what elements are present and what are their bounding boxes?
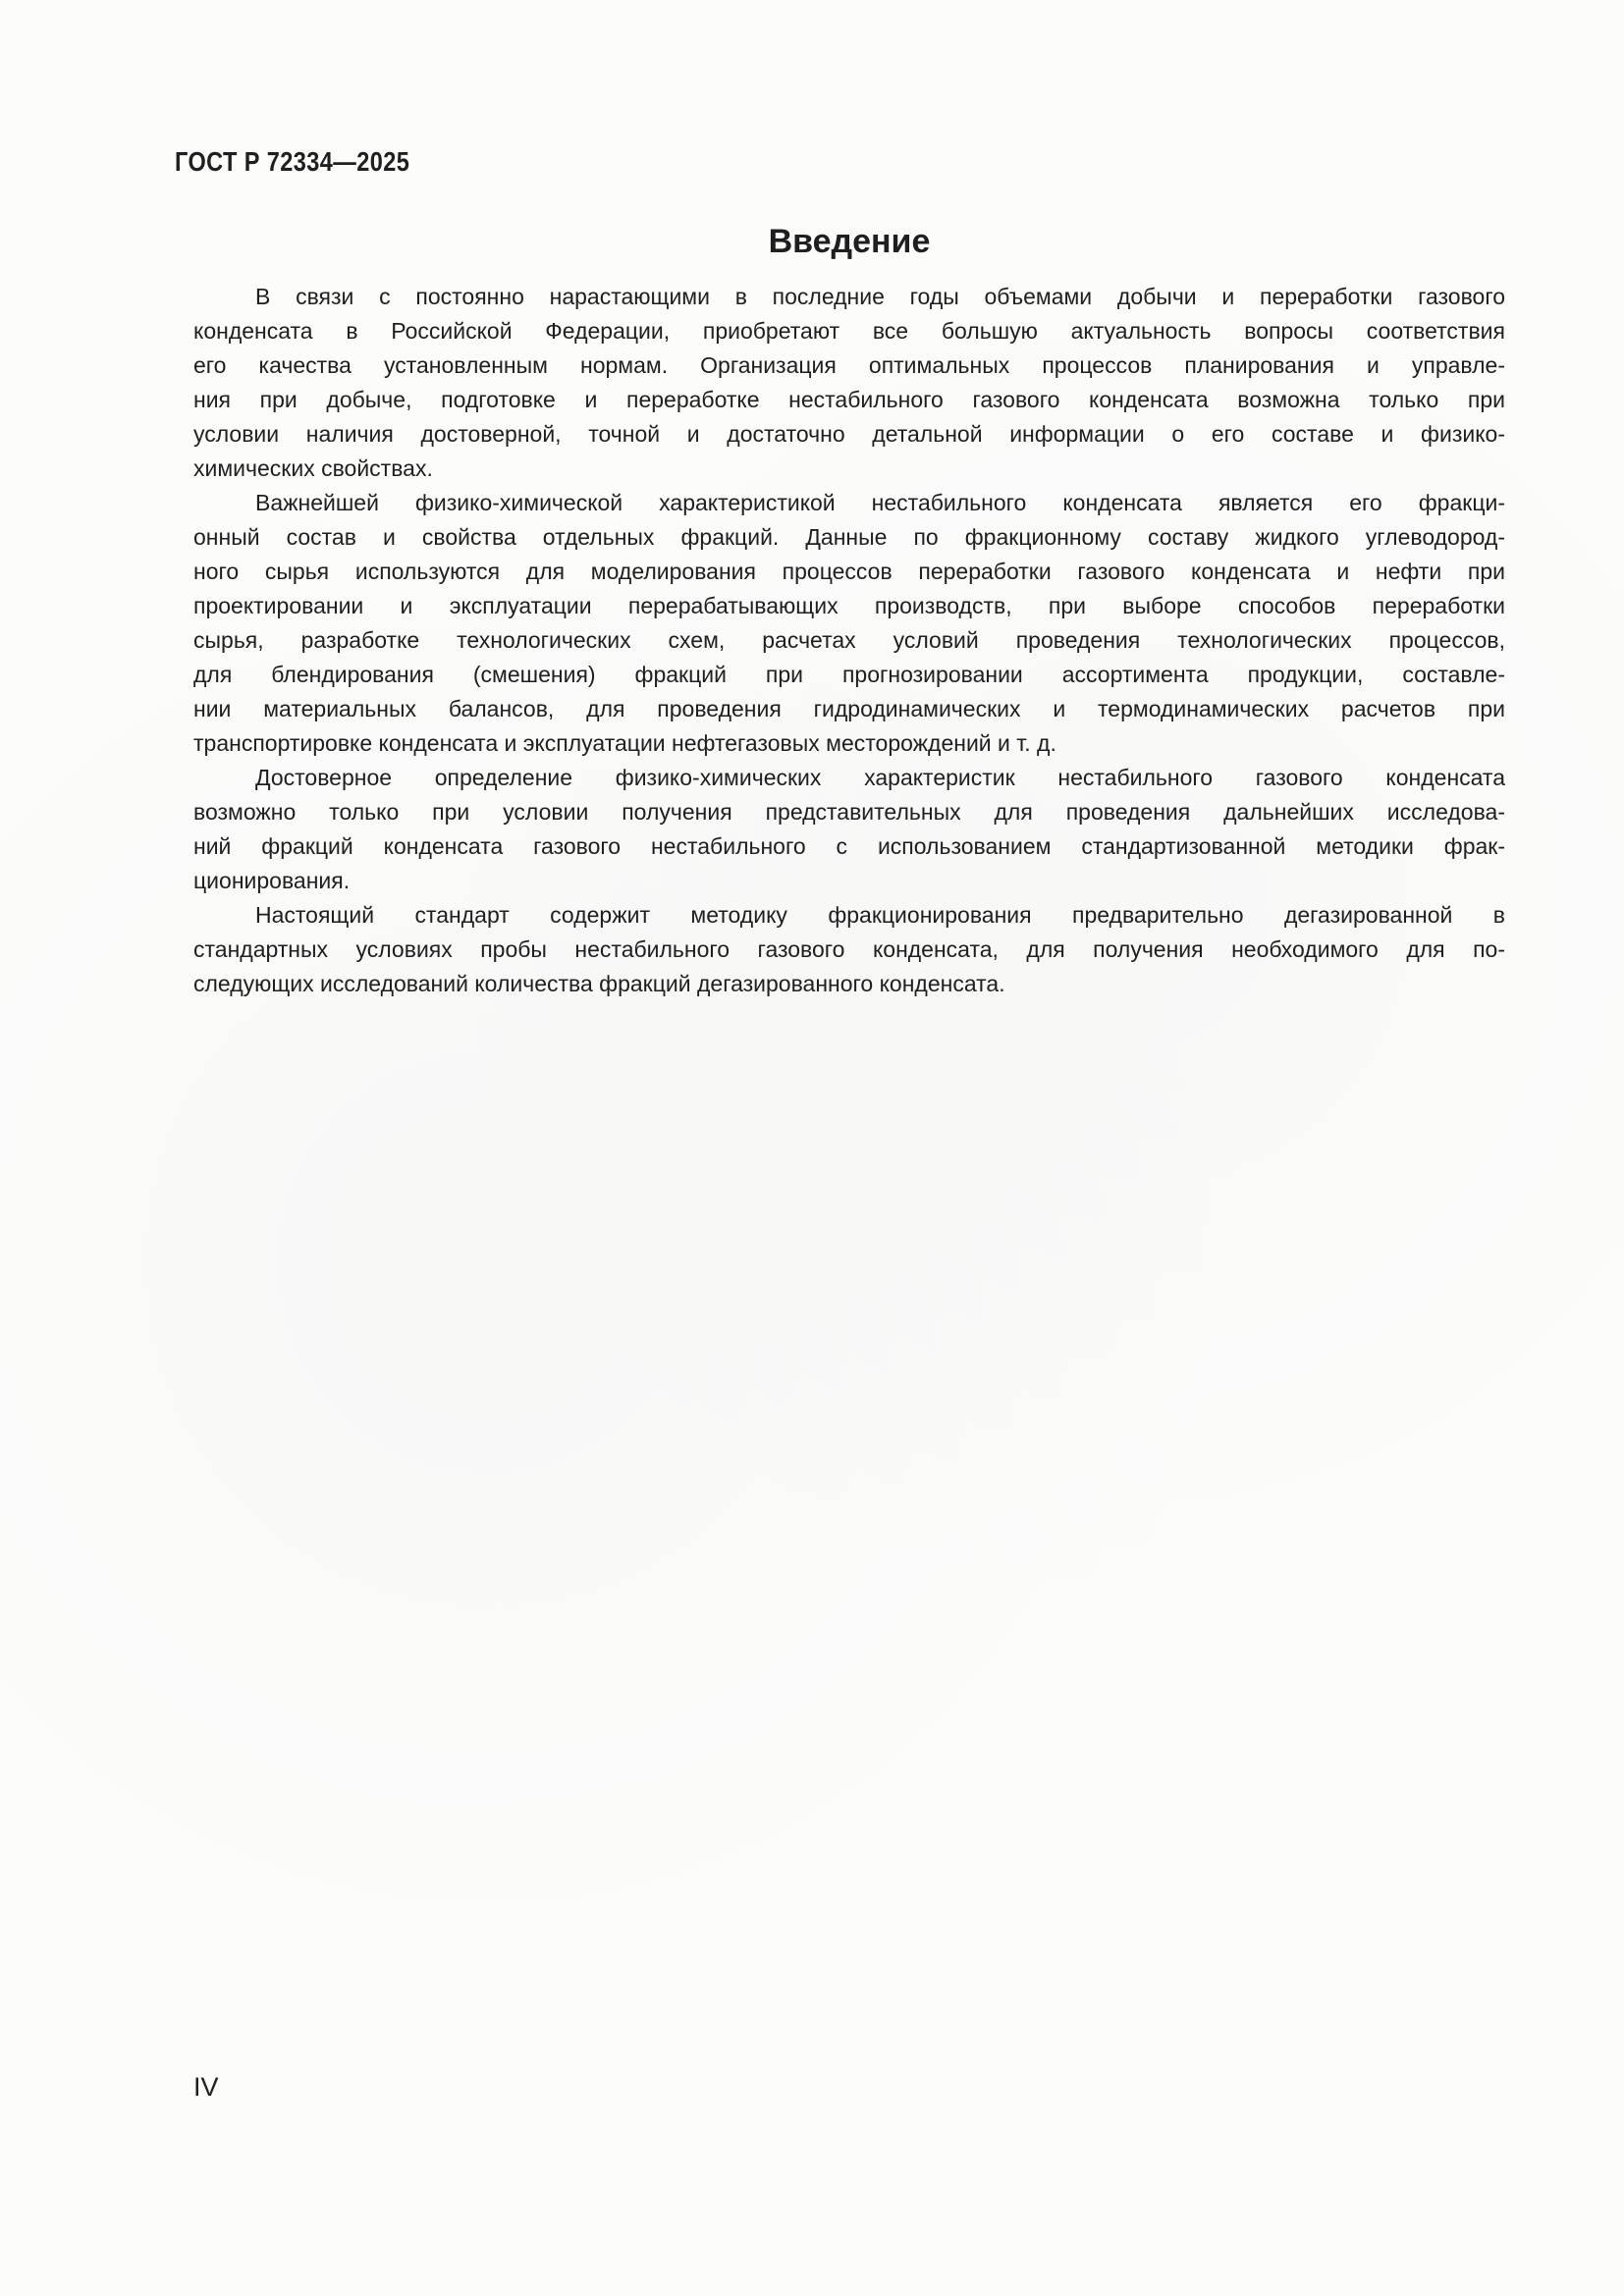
text-line: ния при добыче, подготовке и переработке нестабильного газового конденсата возможна только при [193, 387, 1505, 412]
text-line: Настоящий стандарт содержит методику фракционирования предварительно дегазированной в [255, 902, 1505, 928]
text-line: онный состав и свойства отдельных фракций. Данные по фракционному составу жидкого углеводород- [193, 524, 1505, 550]
text-line: ционирования. [193, 868, 351, 893]
text-line: нии материальных балансов, для проведения гидродинамических и термодинамических расчетов при [193, 696, 1505, 721]
text-line: ний фракций конденсата газового нестабильного с использованием стандартизованной методики фрак- [193, 833, 1505, 859]
text-line: ного сырья используются для моделирования процессов переработки газового конденсата и нефти при [193, 559, 1505, 584]
text-line: сырья, разработке технологических схем, расчетах условий проведения технологических процессов, [193, 627, 1505, 653]
page-title: Введение [768, 223, 931, 260]
text-line: возможно только при условии получения представительных для проведения дальнейших исследова- [193, 799, 1505, 825]
standard-designation: ГОСТ Р 72334—2025 [175, 146, 410, 177]
text-line: Важнейшей физико-химической характеристикой нестабильного конденсата является его фракци- [255, 490, 1505, 515]
text-line: следующих исследований количества фракций дегазированного конденсата. [193, 971, 1005, 996]
page-number: IV [193, 2072, 219, 2102]
text-line: химических свойствах. [193, 455, 433, 481]
text-line: его качества установленным нормам. Организация оптимальных процессов планирования и управле- [193, 352, 1505, 378]
text-line: для блендирования (смешения) фракций при прогнозировании ассортимента продукции, составле- [193, 662, 1505, 687]
text-line: проектировании и эксплуатации перерабатывающих производств, при выборе способов переработки [193, 593, 1505, 618]
text-line: транспортировке конденсата и эксплуатации нефтегазовых месторождений и т. д. [193, 730, 1056, 756]
text-line: Достоверное определение физико-химических характеристик нестабильного газового конденсата [255, 765, 1505, 790]
text-line: конденсата в Российской Федерации, приобретают все большую актуальность вопросы соответствия [193, 318, 1505, 344]
document-body [193, 280, 1505, 1001]
text-line: условии наличия достоверной, точной и достаточно детальной информации о его составе и физико- [193, 421, 1505, 447]
text-line: стандартных условиях пробы нестабильного газового конденсата, для получения необходимого для по- [193, 936, 1505, 962]
text-line: В связи с постоянно нарастающими в последние годы объемами добычи и переработки газового [255, 284, 1505, 309]
